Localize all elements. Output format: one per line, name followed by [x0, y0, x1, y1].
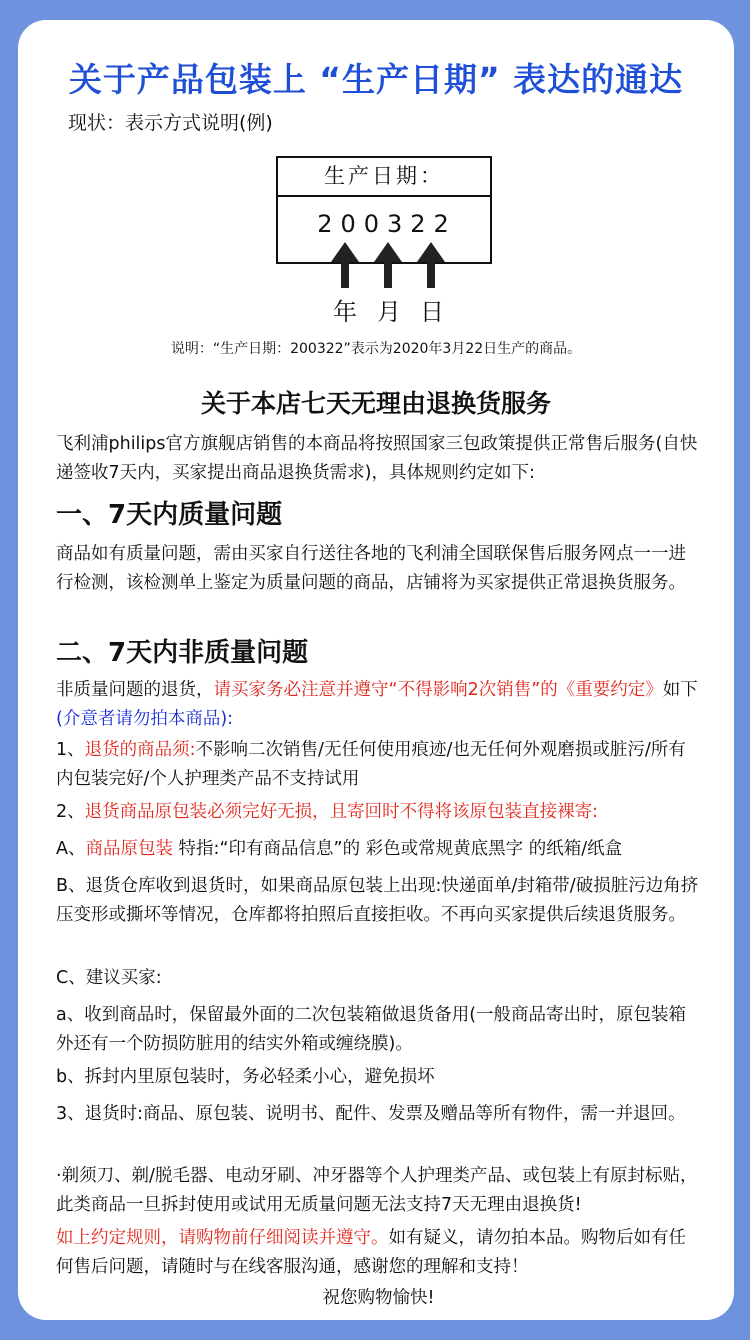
item-warning: 商品原包装 — [85, 839, 173, 859]
policy-intro: 飞利浦philips官方旗舰店销售的本商品将按照国家三包政策提供正常售后服务(自快递签收7天内，买家提出商品退换货需求)，具体规则约定如下: — [56, 434, 698, 483]
item-prefix: A、 — [56, 839, 86, 859]
month-label: 月 — [377, 298, 401, 326]
info-card — [18, 20, 734, 1320]
date-note: 说明：“生产日期：200322”表示为2020年3月22日生产的商品。 — [170, 341, 582, 357]
rule-item-1 — [56, 736, 701, 794]
rule-item-c-upper: C、建议买家: — [56, 968, 162, 988]
arrow-up-icon — [331, 242, 359, 288]
signoff: 祝您购物愉快! — [322, 1288, 435, 1308]
item-text: 特指:“印有商品信息”的 彩色或常规黄底黑字 的纸箱/纸盒 — [172, 839, 623, 859]
date-number: 200322 — [317, 210, 457, 238]
item-warning: 退货的商品须: — [84, 740, 196, 760]
quality-heading: 一、7天内质量问题 — [56, 500, 283, 530]
quality-text: 商品如有质量问题，需由买家自行送往各地的飞利浦全国联保售后服务网点一一进行检测，该检测单上鉴定为质量问题的商品，店铺将为买家提供正常退换货服务。 — [56, 544, 686, 593]
arrow-up-icon — [374, 242, 402, 288]
day-label: 日 — [420, 298, 444, 326]
rule-item-b-lower: b、拆封内里原包装时，务必轻柔小心，避免损坏 — [56, 1067, 435, 1087]
rule-item-b-upper: B、退货仓库收到退货时，如果商品原包装上出现:快递面单/封箱带/破损脏污边角挤压变形或撕坏等情况，仓库都将拍照后直接拒收。不再向买家提供后续退货服务。 — [56, 876, 699, 925]
rule-item-3: 3、退货时:商品、原包装、说明书、配件、发票及赠品等所有物件，需一并退回。 — [56, 1104, 686, 1124]
arrow-up-icon — [417, 242, 445, 288]
nonquality-heading: 二、7天内非质量问题 — [56, 638, 309, 668]
nq-intro-text-2: 如下 — [662, 680, 698, 700]
closing-body: 如有疑义，请勿拍本品。购物后如有任何售后问题，请随时与在线客服沟通，感谢您的理解和支持！ — [56, 1228, 686, 1277]
item-prefix: 2、 — [56, 802, 85, 822]
item-warning: 退货商品原包装必须完好无损，且寄回时不得将该原包装直接裸寄: — [84, 802, 599, 822]
nonquality-intro — [56, 676, 701, 734]
page-title: 关于产品包装上 “生产日期” 表达的通达 — [68, 60, 684, 99]
nq-intro-note: (介意者请勿拍本商品): — [56, 709, 234, 729]
nq-intro-warning: 请买家务必注意并遵守“不得影响2次销售”的《重要约定》 — [213, 680, 663, 700]
nq-intro-text: 非质量问题的退货， — [56, 680, 214, 700]
policy-title: 关于本店七天无理由退换货服务 — [200, 389, 551, 418]
date-arrows — [18, 20, 734, 320]
rule-item-a-lower: a、收到商品时，保留最外面的二次包装箱做退货备用(一般商品寄出时，原包装箱外还有一个防损防脏用的结实外箱或缠绕膜)。 — [56, 1005, 687, 1054]
rule-item-2 — [56, 798, 701, 827]
rule-item-personal-care: ·剃须刀、剃/脱毛器、电动牙刷、冲牙器等个人护理类产品、或包装上有原封标贴，此类商品一旦拆封使用或试用无质量问题无法支持7天无理由退换货! — [56, 1166, 698, 1215]
item-text: 不影响二次销售/无任何使用痕迹/也无任何外观磨损或脏污/所有内包装完好/个人护理类产品不支持试用 — [56, 740, 686, 789]
closing-warning: 如上约定规则，请购物前仔细阅读并遵守。 — [56, 1228, 389, 1248]
date-label: 生产日期： — [278, 158, 490, 197]
item-prefix: 1、 — [56, 740, 85, 760]
status-label: 现状：表示方式说明(例) — [68, 112, 273, 134]
closing-text — [56, 1224, 701, 1282]
rule-item-a-upper — [56, 835, 701, 864]
year-label: 年 — [333, 298, 357, 326]
